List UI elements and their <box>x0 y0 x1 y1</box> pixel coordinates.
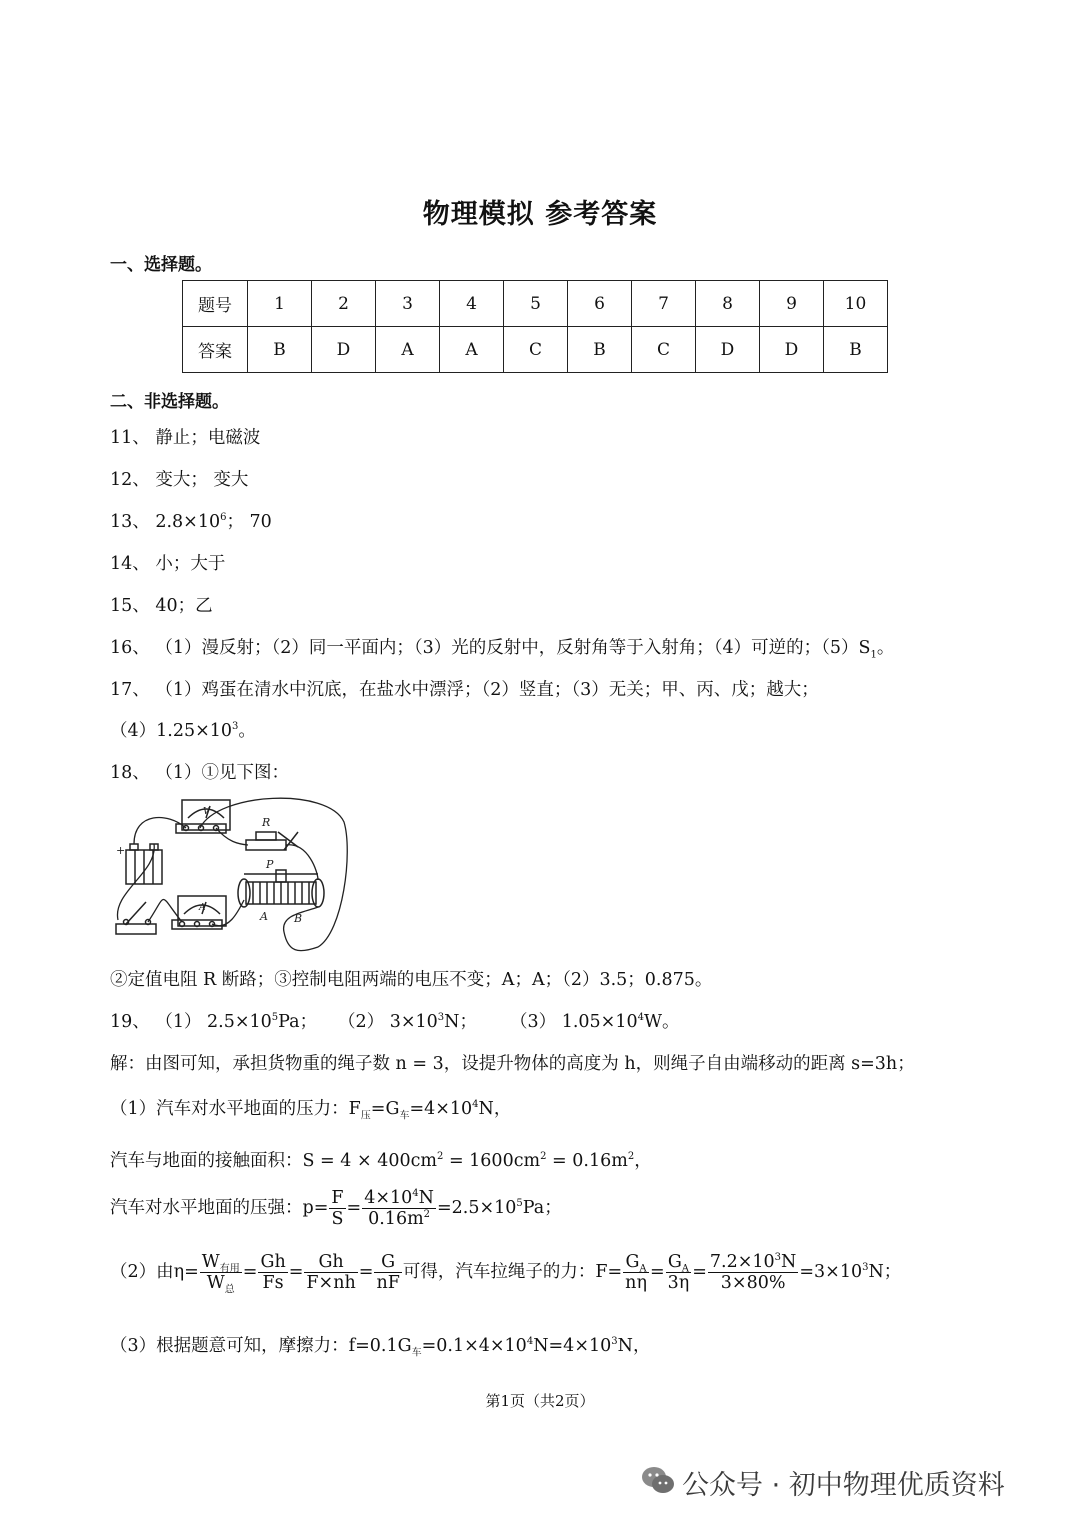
terminal-a-label: A <box>260 910 268 923</box>
solution-area: 汽车与地面的接触面积：$S = 4 \times 400cm^2 = 1600cm^2 = 0.16m^2$， <box>110 1151 652 1171</box>
circuit-diagram <box>108 792 358 952</box>
solution-intro: 解：由图可知，承担货物重的绳子数 n = 3，设提升物体的高度为 h，则绳子自由端移动的距离 s=3h； <box>110 1054 915 1074</box>
table-cell: A <box>440 327 504 373</box>
table-cell: B <box>248 327 312 373</box>
answer-18-cont: ②定值电阻 R 断路；③控制电阻两端的电压不变；A；A；（2）3.5；0.875。 <box>110 970 713 990</box>
section-choice-heading: 一、选择题。 <box>110 255 212 275</box>
answer-19-a: 19、 （1） $2.5\times 10^5Pa$； <box>110 1012 318 1032</box>
table-row-numbers <box>183 281 888 327</box>
fraction: $\frac{G_A}{n\eta}$ <box>625 1252 647 1293</box>
solution-force: （2）由η= $\frac{W_{有用}}{W_总}$ = $\frac{Gh}{Fs}$ = $\frac{Gh}{F\times nh}$ = $\frac{G}{nF}$ 可得，汽车拉绳子的力：F= $\frac{G_A}{n\eta}$ = $\frac{G_A}{3\eta}$ = $\frac{7.2\times 10^3N}{3\times 80\%}$ $=3\times 10^3N$； <box>110 1252 902 1296</box>
table-cell: 4 <box>440 281 504 327</box>
table-cell: B <box>568 327 632 373</box>
fraction: $\frac{Gh}{F\times nh}$ <box>306 1252 356 1293</box>
fraction: $\frac{F}{S}$ <box>331 1188 344 1229</box>
answer-11: 11、 静止；电磁波 <box>110 428 261 448</box>
table-cell: 10 <box>824 281 888 327</box>
voltmeter-label: V <box>203 807 210 817</box>
table-head-answer: 答案 <box>183 327 248 373</box>
fraction: $\frac{G_A}{3\eta}$ <box>667 1252 690 1293</box>
table-cell: 1 <box>248 281 312 327</box>
table-cell: 3 <box>376 281 440 327</box>
fraction: $\frac{G}{nF}$ <box>376 1252 400 1293</box>
table-cell: B <box>824 327 888 373</box>
table-cell: 6 <box>568 281 632 327</box>
fraction: $\frac{W_{有用}}{W_总}$ <box>201 1252 240 1296</box>
answer-14: 14、 小；大于 <box>110 554 226 574</box>
battery-plus-label: + <box>116 844 126 857</box>
answer-19-c: （3） $1.05\times 10^4W$。 <box>510 1012 680 1032</box>
table-cell: 9 <box>760 281 824 327</box>
table-cell: C <box>632 327 696 373</box>
answer-13: 13、 $2.8\times 10^6$； 70 <box>110 512 272 532</box>
answer-17-cont: $(4)1.25\times 10^3$。 <box>110 721 256 741</box>
solution-step-1: （1）汽车对水平地面的压力：$F_压=G_车=4\times 10^4N$， <box>110 1099 512 1122</box>
fraction: $\frac{4\times 10^4N}{0.16m^2}$ <box>364 1188 434 1229</box>
answer-table <box>182 280 888 373</box>
fraction: $\frac{7.2\times 10^3N}{3\times 80\%}$ <box>709 1252 797 1293</box>
table-row-answers <box>183 327 888 373</box>
answer-17: 17、 （1）鸡蛋在清水中沉底，在盐水中漂浮；（2）竖直；（3）无关；甲、丙、戊；越大； <box>110 680 819 700</box>
page-title: 物理模拟 参考答案 <box>422 199 658 230</box>
table-cell: D <box>760 327 824 373</box>
table-head-number: 题号 <box>183 281 248 327</box>
table-cell: D <box>312 327 376 373</box>
table-cell: D <box>696 327 760 373</box>
table-cell: 2 <box>312 281 376 327</box>
table-cell: 7 <box>632 281 696 327</box>
table-cell: 5 <box>504 281 568 327</box>
answer-15: 15、 40；乙 <box>110 596 213 616</box>
solution-pressure: 汽车对水平地面的压强：p= $\frac{F}{S}$ = $\frac{4\times 10^4N}{0.16m^2}$ $=2.5\times 10^5Pa$； <box>110 1188 562 1229</box>
answer-19-b: （2） $3\times 10^3N$； <box>338 1012 477 1032</box>
slider-p-label: P <box>266 858 274 871</box>
table-cell: 8 <box>696 281 760 327</box>
wechat-icon <box>640 1464 676 1496</box>
table-cell: C <box>504 327 568 373</box>
resistor-r-label: R <box>262 816 271 829</box>
table-cell: A <box>376 327 440 373</box>
resistor-icon <box>246 832 298 850</box>
page-footer: 第1页（共2页） <box>485 1392 595 1410</box>
battery-icon <box>126 844 162 884</box>
watermark-text: 公众号 · 初中物理优质资料 <box>682 1470 1005 1501</box>
rheostat-icon <box>238 870 324 907</box>
fraction: $\frac{Gh}{Fs}$ <box>260 1252 286 1293</box>
answer-12: 12、 变大； 变大 <box>110 470 249 490</box>
answer-16: 16、 （1）漫反射；（2）同一平面内；（3）光的反射中，反射角等于入射角；（4）可逆的；$(5)S_1$。 <box>110 638 895 661</box>
terminal-b-label: B <box>294 912 303 925</box>
section-nonchoice-heading: 二、非选择题。 <box>110 392 229 412</box>
answer-18: 18、 （1）①见下图： <box>110 763 289 783</box>
solution-friction: （3）根据题意可知，摩擦力：$f=0.1G_车=0.1\times 4\times 10^4N=4\times 10^3N$， <box>110 1336 651 1359</box>
ammeter-label: A <box>199 903 206 913</box>
